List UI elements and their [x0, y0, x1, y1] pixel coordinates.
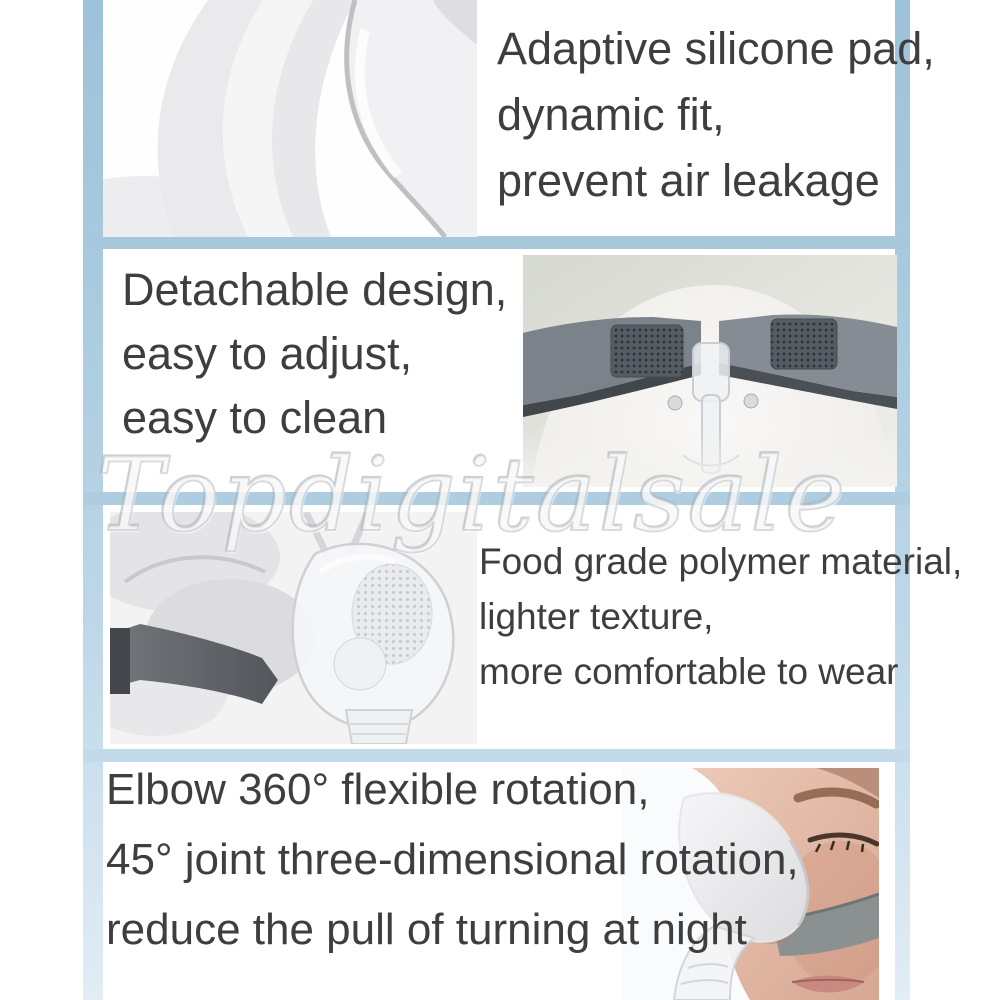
caption-line: lighter texture, — [479, 596, 714, 637]
section-divider-band-1 — [83, 236, 910, 249]
caption-detachable-design — [122, 258, 507, 450]
caption-line: Food grade polymer material, — [479, 541, 963, 582]
caption-line: reduce the pull of turning at night — [106, 905, 747, 954]
caption-line: 45° joint three-dimensional rotation, — [106, 835, 799, 884]
silicone-cushion-closeup-photo — [103, 0, 477, 237]
left-strap-mesh — [611, 325, 683, 377]
right-strap-mesh — [771, 319, 837, 369]
caption-line: Detachable design, — [122, 264, 508, 315]
caption-line: Elbow 360° flexible rotation, — [106, 765, 650, 814]
caption-adaptive-silicone-pad — [497, 16, 935, 214]
headgear-straps-photo — [523, 255, 897, 487]
caption-line: prevent air leakage — [497, 155, 880, 206]
caption-line: easy to clean — [122, 392, 388, 443]
caption-elbow-rotation — [106, 755, 799, 965]
caption-line: easy to adjust, — [122, 328, 413, 379]
elbow-port — [346, 710, 412, 744]
caption-line: dynamic fit, — [497, 89, 725, 140]
mask-frame-side-photo — [110, 512, 477, 744]
section-divider-band-2 — [83, 492, 910, 505]
seller-watermark: Topdigitalsale — [96, 436, 848, 555]
caption-line: Adaptive silicone pad, — [497, 23, 935, 74]
caption-food-grade-material — [479, 534, 962, 699]
caption-line: more comfortable to wear — [479, 651, 899, 692]
